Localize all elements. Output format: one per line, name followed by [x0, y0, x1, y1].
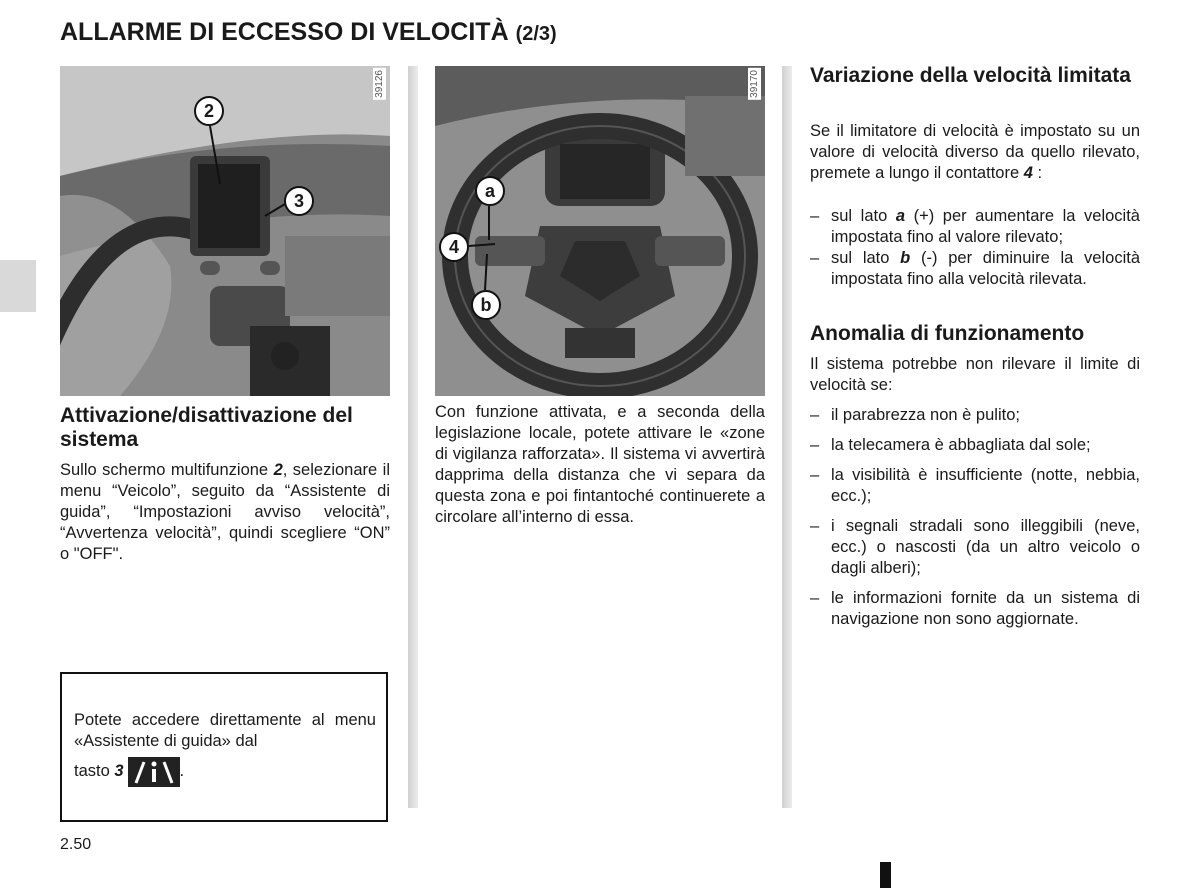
- bottom-marker: [880, 862, 891, 888]
- list-item: – il parabrezza non è pulito;: [810, 405, 1140, 426]
- figure-code: 39170: [749, 70, 760, 98]
- callout-a: a: [475, 176, 505, 206]
- column-separator-right: [782, 66, 792, 808]
- list-item-key: b: [900, 249, 911, 267]
- list-item-text: (+) per aumentare la velocità impostata fino al valore rilevato;: [831, 207, 1140, 246]
- activation-paragraph: [60, 460, 390, 565]
- callout-3: 3: [284, 186, 314, 216]
- callout-2: 2: [194, 96, 224, 126]
- activation-text-part: Sullo schermo multifunzione: [60, 461, 274, 479]
- note-tail-prefix: tasto: [74, 762, 115, 780]
- callout-leaders: [435, 66, 765, 396]
- list-item: – la visibilità è insufficiente (notte, nebbia, ecc.);: [810, 465, 1140, 507]
- column-separator-left: [408, 66, 418, 808]
- malfunction-list: [810, 405, 1140, 630]
- list-item-key: a: [895, 207, 906, 225]
- speed-variation-intro-text: Se il limitatore di velocità è impostato su un valore di velocità diverso da quello rilevato, premete a lungo il contattore: [810, 122, 1140, 182]
- list-item-text: sul lato: [831, 249, 901, 267]
- list-item: [810, 206, 1140, 248]
- note-text: Potete accedere direttamente al menu «Assistente di guida» dal: [74, 711, 376, 750]
- list-item: – i segnali stradali sono illeggibili (neve, ecc.) o nascosti (da un altro veicolo o dagli alberi);: [810, 516, 1140, 579]
- list-item-text: sul lato: [831, 207, 896, 225]
- callout-b: b: [471, 290, 501, 320]
- heading-malfunction: Anomalia di funzionamento: [810, 322, 1085, 345]
- speed-variation-key: 4: [1023, 164, 1033, 182]
- page-title-part: (2/3): [515, 23, 557, 45]
- activation-key: 2: [273, 461, 283, 479]
- note-box: [60, 672, 388, 822]
- middle-paragraph: Con funzione attivata, e a seconda della legislazione locale, potete attivare le «zone di vigilanza rafforzata». Il sistema vi avvertirà dapprima della distanza che vi separa da questa zona e poi fintantoché continuerete a circolare all’interno di essa.: [435, 403, 765, 526]
- page-title: [60, 18, 557, 47]
- callout-leaders: [60, 66, 390, 396]
- speed-variation-intro: [810, 121, 1140, 184]
- list-item-text: (-) per diminuire la velocità impostata fino alla velocità rilevata.: [831, 249, 1140, 288]
- chapter-tab: [0, 260, 36, 312]
- note-key: 3: [114, 762, 124, 780]
- malfunction-intro: Il sistema potrebbe non rilevare il limite di velocità se:: [810, 355, 1140, 394]
- activation-text-part: , selezionare il menu “Veicolo”, seguito da “Assistente di guida”, “Impostazioni avviso velocità”, “Avvertenza velocità”, quindi scegliere “ON” o "OFF".: [60, 461, 390, 563]
- note-tail: [74, 754, 376, 788]
- driving-assistant-icon: [128, 757, 180, 787]
- list-item: [810, 248, 1140, 290]
- callout-4: 4: [439, 232, 469, 262]
- figure-code: 39126: [374, 70, 385, 98]
- speed-variation-intro-suffix: :: [1032, 164, 1043, 182]
- page-number: 2.50: [60, 836, 92, 853]
- heading-activation: Attivazione/disattivazione del sistema: [60, 404, 353, 451]
- figure-steering-wheel: [435, 66, 765, 396]
- speed-variation-list: [810, 206, 1140, 290]
- note-tail-suffix: .: [179, 762, 185, 780]
- list-item: – la telecamera è abbagliata dal sole;: [810, 435, 1140, 456]
- page-title-text: ALLARME DI ECCESSO DI VELOCITÀ: [60, 18, 509, 46]
- list-item: – le informazioni fornite da un sistema di navigazione non sono aggiornate.: [810, 588, 1140, 630]
- figure-dashboard: [60, 66, 390, 396]
- heading-speed-variation: Variazione della velocità limitata: [810, 64, 1131, 87]
